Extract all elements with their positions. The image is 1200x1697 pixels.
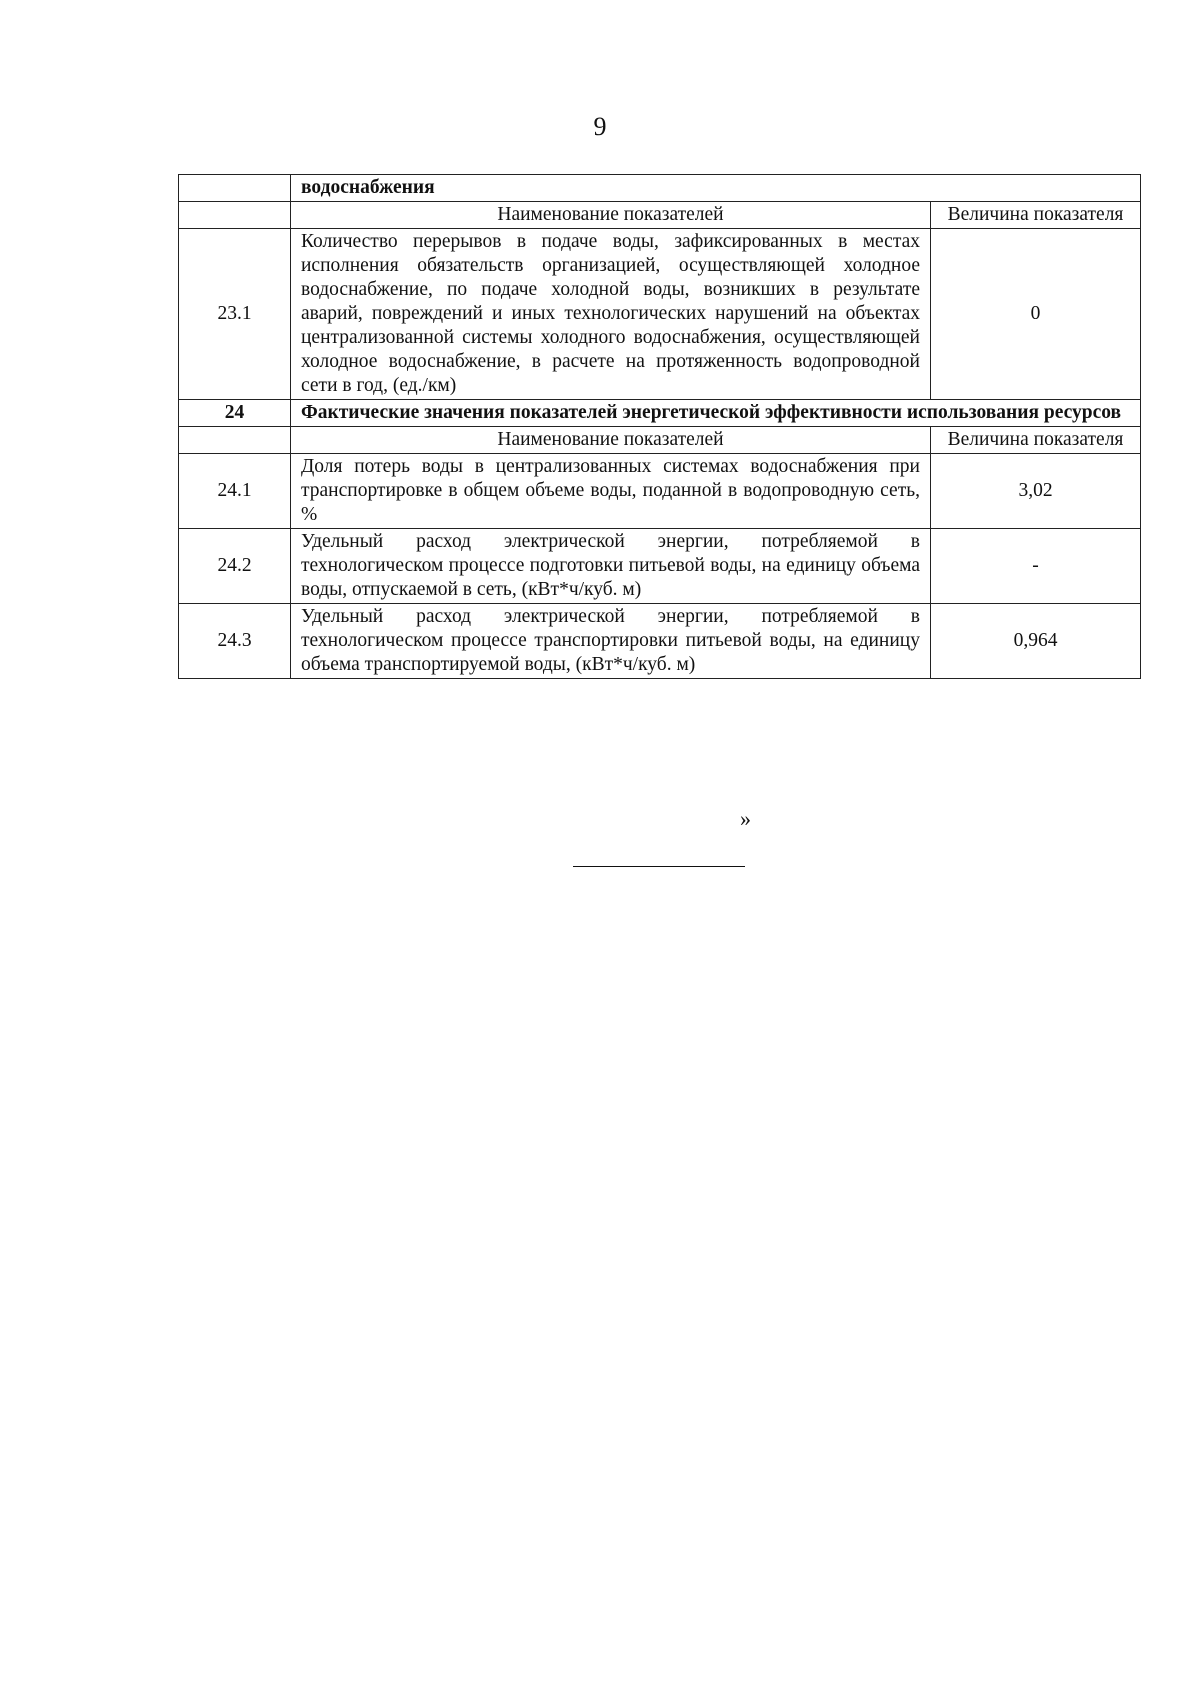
column-header-name: Наименование показателей	[291, 427, 931, 454]
table-row	[179, 604, 1141, 679]
indicator-value: 3,02	[931, 454, 1141, 529]
page-number: 9	[593, 112, 607, 141]
table-row	[179, 454, 1141, 529]
indicator-value: 0	[931, 229, 1141, 400]
indicator-value: 0,964	[931, 604, 1141, 679]
row-number	[179, 427, 291, 454]
column-header-value: Величина показателя	[931, 202, 1141, 229]
column-header-value: Величина показателя	[931, 427, 1141, 454]
indicator-description: Удельный расход электрической энергии, потребляемой в технологическом процессе подготовки питьевой воды, на единицу объема воды, отпускаемой в сеть, (кВт*ч/куб. м)	[291, 529, 931, 604]
indicator-description: Удельный расход электрической энергии, потребляемой в технологическом процессе транспортировки питьевой воды, на единицу объема транспортируемой воды, (кВт*ч/куб. м)	[291, 604, 931, 679]
row-number: 24.2	[179, 529, 291, 604]
row-number: 23.1	[179, 229, 291, 400]
table-row	[179, 229, 1141, 400]
row-number	[179, 202, 291, 229]
end-rule	[573, 866, 745, 867]
indicator-value: -	[931, 529, 1141, 604]
row-number: 24	[179, 400, 291, 427]
table-row	[179, 400, 1141, 427]
table-row	[179, 175, 1141, 202]
table-row	[179, 427, 1141, 454]
row-number	[179, 175, 291, 202]
closing-quote: »	[740, 806, 751, 831]
section-title: водоснабжения	[291, 175, 1141, 202]
indicator-description: Доля потерь воды в централизованных системах водоснабжения при транспортировке в общем объеме воды, поданной в водопроводную сеть, %	[291, 454, 931, 529]
row-number: 24.3	[179, 604, 291, 679]
indicator-description: Количество перерывов в подаче воды, зафиксированных в местах исполнения обязательств организацией, осуществляющей холодное водоснабжение, по подаче холодной воды, возникших в результате аварий, повреждений и иных технологических нарушений на объектах централизованной системы холодного водоснабжения, осуществляющей холодное водоснабжение, в расчете на протяженность водопроводной сети в год, (ед./км)	[291, 229, 931, 400]
section-title: Фактические значения показателей энергетической эффективности использования ресурсов	[291, 400, 1141, 427]
table-row	[179, 529, 1141, 604]
table-row	[179, 202, 1141, 229]
column-header-name: Наименование показателей	[291, 202, 931, 229]
row-number: 24.1	[179, 454, 291, 529]
indicators-table	[178, 174, 1141, 679]
